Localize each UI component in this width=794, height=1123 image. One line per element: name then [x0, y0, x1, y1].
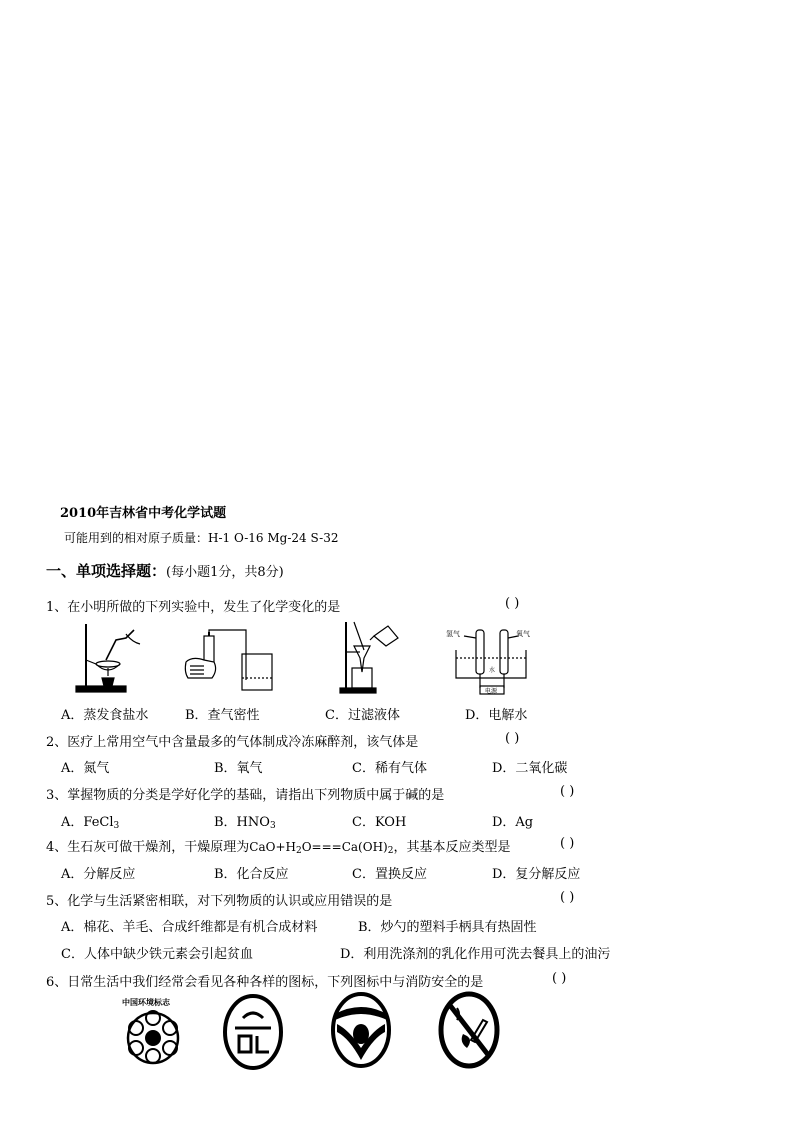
environmental-label-icon	[118, 994, 188, 1070]
hydrogen-label: 氢气	[446, 630, 460, 638]
question-4-option-d: D．复分解反应	[492, 867, 581, 882]
question-2-option-d: D．二氧化碳	[492, 761, 568, 776]
oxygen-label: 氧气	[516, 630, 530, 638]
environmental-label-text: 中国环境标志	[122, 998, 170, 1007]
question-4-option-c: C．置换反应	[352, 867, 427, 882]
question-4-equation-sub2: 2	[387, 846, 394, 856]
question-5-option-c: C．人体中缺少铁元素会引起贫血	[61, 947, 253, 962]
question-1-bracket: ( )	[505, 596, 520, 611]
question-3-option-d: D．Ag	[492, 815, 534, 830]
question-3-option-a-subscript: 3	[113, 821, 120, 831]
question-4-bracket: ( )	[560, 836, 575, 851]
question-4-equation	[249, 840, 393, 854]
question-5-option-d: D．利用洗涤剂的乳化作用可洗去餐具上的油污	[340, 947, 611, 962]
no-smoking-sign-icon	[437, 990, 501, 1070]
question-4-equation-a: CaO+H	[249, 840, 296, 854]
question-1-option-a: A．蒸发食盐水	[61, 708, 149, 723]
question-3-stem: 3、掌握物质的分类是学好化学的基础，请指出下列物质中属于碱的是	[46, 788, 445, 803]
question-4-option-a: A．分解反应	[61, 867, 136, 882]
question-3-option-a-text: A．FeCl	[61, 815, 114, 830]
evaporation-apparatus-figure	[70, 620, 150, 696]
question-3-option-b	[214, 811, 276, 830]
question-4-option-b: B．化合反应	[214, 867, 289, 882]
question-1-option-b: B．查气密性	[185, 708, 260, 723]
question-2-option-c: C．稀有气体	[352, 761, 427, 776]
question-6-stem: 6、日常生活中我们经常会看见各种各样的图标，下列图标中与消防安全的是	[46, 975, 484, 990]
green-food-label-icon	[221, 992, 285, 1072]
power-source-label: 电源	[485, 688, 498, 695]
energy-label-icon	[329, 990, 393, 1070]
electrolysis-apparatus-figure	[446, 626, 538, 696]
question-1-stem: 1、在小明所做的下列实验中，发生了化学变化的是	[46, 600, 341, 615]
question-2-option-a: A．氮气	[61, 761, 110, 776]
section-heading	[46, 560, 284, 581]
section-heading-note: (每小题1分，共8分)	[166, 565, 284, 580]
question-4-stem-prefix: 4、生石灰可做干燥剂，干燥原理为	[46, 840, 250, 855]
exam-title: 2010年吉林省中考化学试题	[60, 506, 227, 521]
question-3-option-a	[61, 811, 119, 830]
question-1-option-c: C．过滤液体	[325, 708, 400, 723]
question-5-option-b: B．炒勺的塑料手柄具有热固性	[358, 920, 537, 935]
question-4-stem-suffix: ，其基本反应类型是	[393, 840, 511, 855]
question-5-option-a: A．棉花、羊毛、合成纤维都是有机合成材料	[61, 920, 318, 935]
question-5-bracket: ( )	[560, 890, 575, 905]
question-2-bracket: ( )	[505, 731, 520, 746]
question-1-option-d: D．电解水	[465, 708, 528, 723]
question-3-bracket: ( )	[560, 784, 575, 799]
water-label: 水	[489, 667, 496, 674]
question-3-option-b-subscript: 3	[269, 821, 276, 831]
question-4-stem	[46, 836, 510, 855]
atomic-mass-line: 可能用到的相对原子质量：H-1 O-16 Mg-24 S-32	[64, 531, 339, 545]
filtration-apparatus-figure	[334, 618, 408, 696]
question-4-equation-sub1: 2	[295, 846, 302, 856]
section-heading-text: 一、单项选择题：	[46, 562, 167, 580]
airtightness-apparatus-figure	[182, 626, 278, 696]
question-3-option-c: C．KOH	[352, 815, 407, 830]
question-4-equation-b: O===Ca(OH)	[301, 840, 388, 854]
question-5-stem: 5、化学与生活紧密相联，对下列物质的认识或应用错误的是	[46, 894, 393, 909]
question-6-bracket: ( )	[552, 971, 567, 986]
question-3-option-b-text: B．HNO	[214, 815, 270, 830]
question-2-stem: 2、医疗上常用空气中含量最多的气体制成冷冻麻醉剂，该气体是	[46, 735, 419, 750]
question-2-option-b: B．氧气	[214, 761, 263, 776]
